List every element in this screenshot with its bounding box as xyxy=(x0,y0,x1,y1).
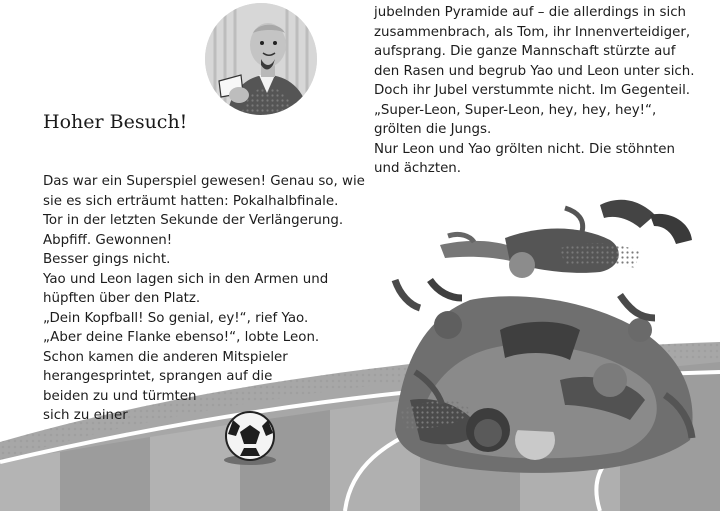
text-line: Schon kamen die anderen Mitspieler xyxy=(43,349,288,365)
player-pile xyxy=(395,200,693,473)
text-line: beiden zu und türmten xyxy=(43,388,197,404)
chapter-title: Hoher Besuch! xyxy=(43,111,188,133)
text-line: „Aber deine Flanke ebenso!“, lobte Leon. xyxy=(43,330,320,345)
text-line: Nur Leon und Yao grölten nicht. Die stöhnten xyxy=(374,141,675,157)
text-line: aufsprang. Die ganze Mannschaft stürzte auf xyxy=(374,44,676,59)
text-line: jubelnden Pyramide auf – die allerdings in sich xyxy=(374,5,687,20)
right-text-column xyxy=(374,3,714,179)
text-line: Tor in der letzten Sekunde der Verlängerung. xyxy=(43,213,344,228)
text-line: Besser gings nicht. xyxy=(43,252,171,267)
text-line: „Dein Kopfball! So genial, ey!“, rief Yao. xyxy=(43,310,309,326)
text-line: herangesprintet, sprangen auf die xyxy=(43,369,273,384)
text-line: Abpfiff. Gewonnen! xyxy=(43,232,173,248)
text-line: Yao und Leon lagen sich in den Armen und xyxy=(43,271,329,287)
text-line: Doch ihr Jubel verstummte nicht. Im Gegenteil. xyxy=(374,83,691,98)
text-line: sich zu einer xyxy=(43,408,128,423)
text-line: zusammenbrach, als Tom, ihr Innenverteidiger, xyxy=(374,24,691,40)
man-portrait-illustration xyxy=(205,3,317,115)
text-line: hüpften über den Platz. xyxy=(43,291,201,306)
text-line: den Rasen und begrub Yao und Leon unter sich. xyxy=(374,63,695,79)
text-line: Das war ein Superspiel gewesen! Genau so, wie xyxy=(43,174,365,189)
left-text-column xyxy=(43,172,365,426)
text-line: und ächzten. xyxy=(374,161,462,176)
text-line: „Super-Leon, Super-Leon, hey, hey, hey!“, xyxy=(374,102,657,118)
portrait-medallion xyxy=(205,3,317,115)
text-line: grölten die Jungs. xyxy=(374,122,492,137)
text-line: sie es sich erträumt hatten: Pokalhalbfinale. xyxy=(43,193,339,209)
